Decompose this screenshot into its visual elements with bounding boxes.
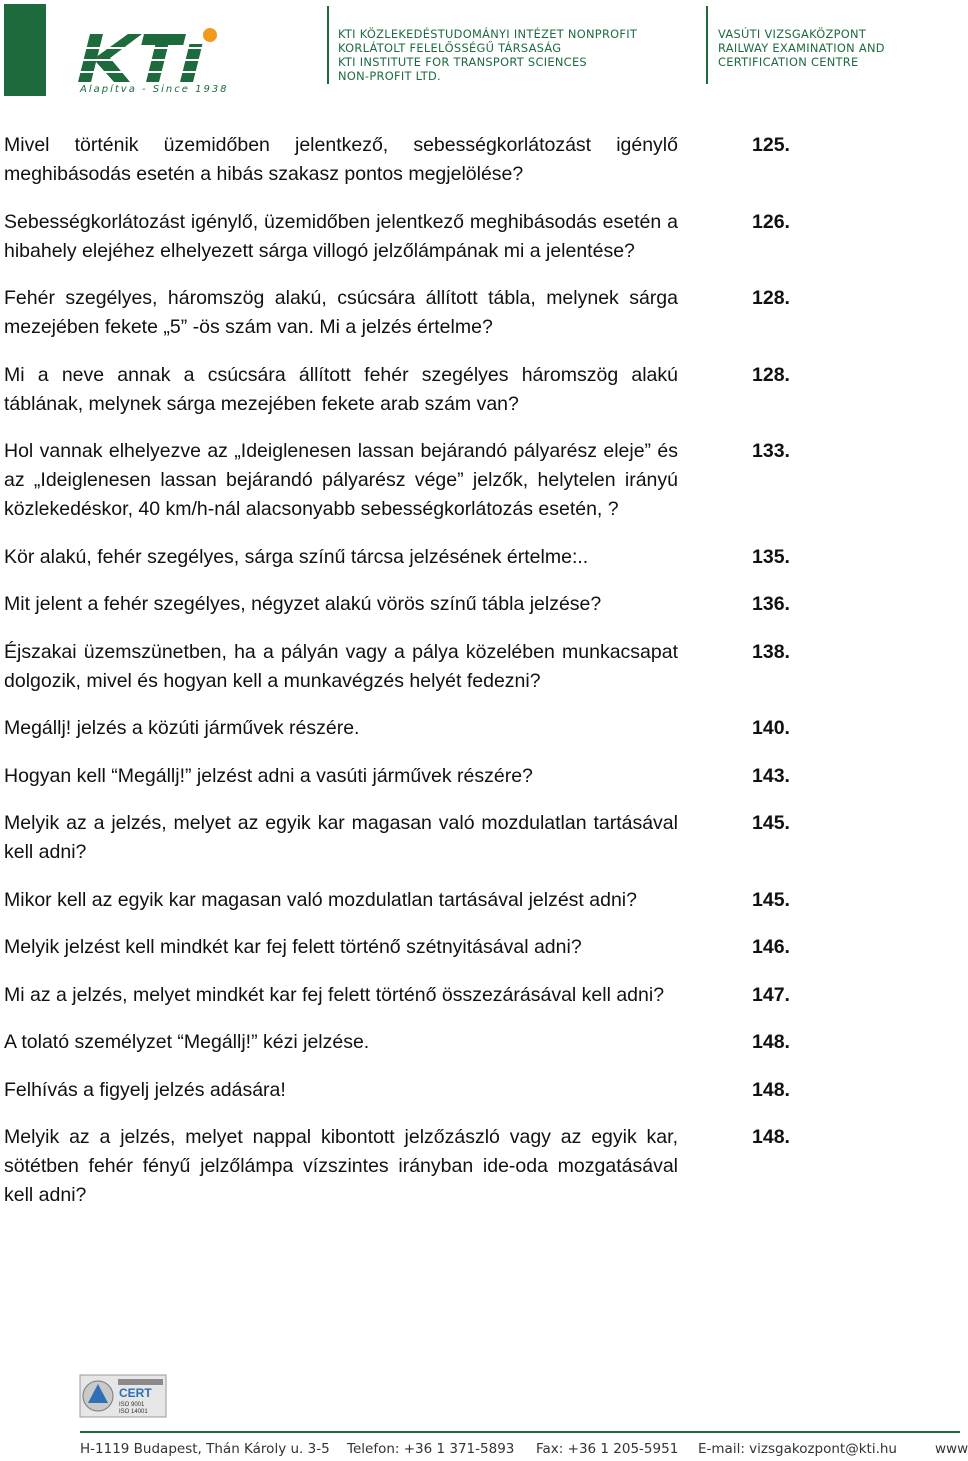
- centre-name: [718, 27, 885, 69]
- kti-logo: [78, 26, 228, 84]
- question-text: Melyik jelzést kell mindkét kar fej felett történő szétnyitásával adni?: [4, 936, 582, 958]
- page-header: [0, 0, 960, 110]
- logo-tagline: Alapítva - Since 1938: [80, 84, 229, 95]
- centre-line: RAILWAY EXAMINATION AND: [718, 41, 885, 55]
- page-number: 135.: [752, 545, 790, 568]
- index-entry: [4, 361, 796, 419]
- index-entry: [4, 762, 796, 791]
- index-entry: [4, 714, 796, 743]
- question-index: [4, 131, 796, 1229]
- question-text: Kör alakú, fehér szegélyes, sárga színű tárcsa jelzésének értelme:..: [4, 545, 589, 568]
- index-entry: [4, 590, 796, 619]
- question-text: Sebességkorlátozást igénylő, üzemidőben jelentkező meghibásodás esetén a hibahely elejéhez elhelyezett sárga villogó jelzőlámpának mi a jelentése?: [4, 210, 678, 262]
- question-text: Melyik az a jelzés, melyet nappal kibontott jelzőzászló vagy az egyik kar, sötétben fehér fényű jelzőlámpa vízszintes irányban ide-oda mozgatásával kell adni?: [4, 1126, 678, 1206]
- footer-email[interactable]: E-mail: vizsgakozpont@kti.hu: [698, 1441, 897, 1457]
- question-text: Mikor kell az egyik kar magasan való mozdulatlan tartásával jelzést adni?: [4, 888, 637, 911]
- index-entry: [4, 543, 796, 572]
- index-entry: [4, 284, 796, 342]
- centre-line: CERTIFICATION CENTRE: [718, 55, 859, 69]
- question-text: Mivel történik üzemidőben jelentkező, sebességkorlátozást igénylő meghibásodás esetén a hibás szakasz pontos megjelölése?: [4, 134, 678, 185]
- footer-fax: Fax: +36 1 205-5951: [536, 1441, 679, 1457]
- index-entry: [4, 1123, 796, 1210]
- index-entry: [4, 638, 796, 696]
- question-text: Melyik az a jelzés, melyet az egyik kar magasan való mozdulatlan tartásával kell adni?: [4, 812, 678, 863]
- index-entry: [4, 1028, 796, 1057]
- index-entry: [4, 208, 796, 266]
- page-number: 128.: [752, 363, 790, 386]
- index-entry: [4, 809, 796, 867]
- page-number: 145.: [752, 888, 790, 911]
- page-number: 133.: [752, 440, 790, 462]
- page-number: 145.: [752, 812, 790, 834]
- question-text: Mi az a jelzés, melyet mindkét kar fej felett történő összezárásával kell adni?: [4, 983, 665, 1006]
- brand-color-block: [4, 4, 46, 96]
- footer-address: H-1119 Budapest, Thán Károly u. 3-5: [80, 1441, 330, 1457]
- header-divider: [327, 6, 329, 84]
- page-number: 128.: [752, 287, 790, 309]
- footer-divider: [80, 1431, 960, 1433]
- question-text: Megállj! jelzés a közúti járművek részére.: [4, 717, 360, 739]
- institute-line: NON-PROFIT LTD.: [338, 69, 441, 83]
- index-entry: [4, 981, 796, 1010]
- institute-line: KTI INSTITUTE FOR TRANSPORT SCIENCES: [338, 55, 587, 69]
- question-text: Éjszakai üzemszünetben, ha a pályán vagy a pálya közelében munkacsapat dolgozik, mivel és hogyan kell a munkavégzés helyét fedezni?: [4, 640, 678, 692]
- institute-line: KORLÁTOLT FELELŐSSÉGŰ TÁRSASÁG: [338, 41, 562, 55]
- footer-web[interactable]: www: [935, 1441, 968, 1457]
- page-number: 125.: [752, 134, 790, 156]
- page-number: 146.: [752, 936, 790, 958]
- index-entry: [4, 1076, 796, 1105]
- index-entry: [4, 886, 796, 915]
- institute-line: KTI KÖZLEKEDÉSTUDOMÁNYI INTÉZET NONPROFIT: [338, 27, 638, 41]
- svg-text:CERT: CERT: [119, 1386, 152, 1400]
- page-number: 143.: [752, 764, 790, 787]
- page-number: 140.: [752, 717, 790, 739]
- page-number: 138.: [752, 640, 790, 663]
- question-text: Felhívás a figyelj jelzés adására!: [4, 1078, 286, 1101]
- question-text: Mi a neve annak a csúcsára állított fehér szegélyes háromszög alakú táblának, melynek sárga mezejében fekete arab szám van?: [4, 363, 678, 415]
- question-text: Hogyan kell “Megállj!” jelzést adni a vasúti járművek részére?: [4, 764, 533, 787]
- page-number: 136.: [752, 593, 790, 615]
- question-text: Fehér szegélyes, háromszög alakú, csúcsára állított tábla, melynek sárga mezejében fekete „5” -ös szám van. Mi a jelzés értelme?: [4, 287, 678, 338]
- institute-name: [338, 27, 637, 83]
- index-entry: [4, 437, 796, 524]
- page-number: 126.: [752, 210, 790, 233]
- svg-text:ISO 14001: ISO 14001: [119, 1409, 148, 1415]
- page-number: 147.: [752, 983, 790, 1006]
- question-text: Mit jelent a fehér szegélyes, négyzet alakú vörös színű tábla jelzése?: [4, 593, 602, 615]
- question-text: A tolató személyzet “Megállj!” kézi jelzése.: [4, 1031, 370, 1053]
- question-text: Hol vannak elhelyezve az „Ideiglenesen lassan bejárandó pályarész eleje” és az „Ideiglenesen lassan bejárandó pályarész vége” jelzők, helytelen irányú közlekedéskor, 40 km/h-nál alacsonyabb sebességkorlátozás esetén, ?: [4, 440, 678, 520]
- footer-phone: Telefon: +36 1 371-5893: [347, 1441, 515, 1457]
- page-number: 148.: [752, 1031, 790, 1053]
- page-number: 148.: [752, 1126, 790, 1148]
- tuv-cert-logo: [80, 1375, 166, 1417]
- svg-text:ISO 9001: ISO 9001: [119, 1402, 145, 1408]
- centre-line: VASÚTI VIZSGAKÖZPONT: [718, 27, 867, 41]
- page-number: 148.: [752, 1078, 790, 1101]
- header-divider: [706, 6, 708, 84]
- index-entry: [4, 933, 796, 962]
- index-entry: [4, 131, 796, 189]
